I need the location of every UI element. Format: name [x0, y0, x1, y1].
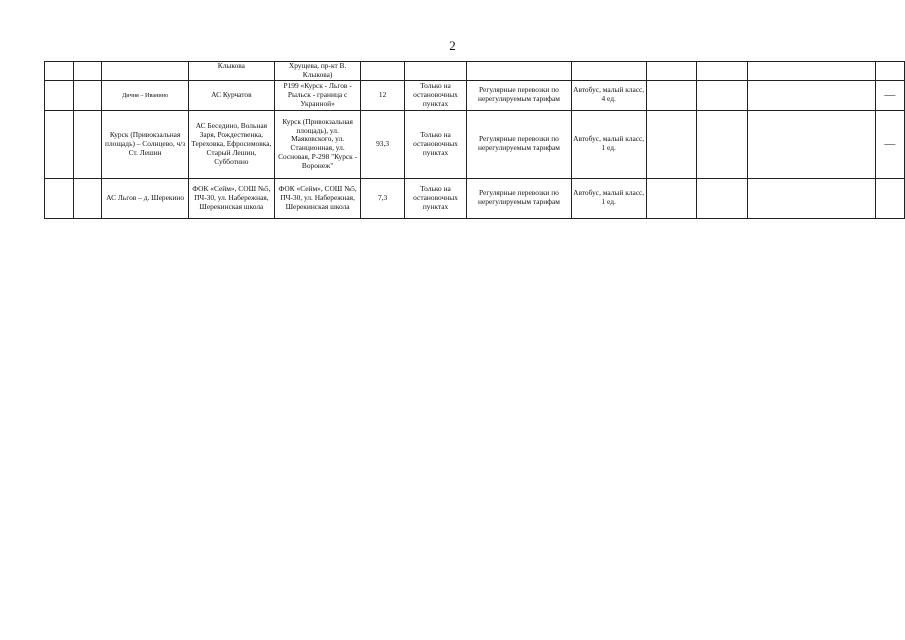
- extra-cell: [747, 80, 875, 110]
- route-name-cell: Дичня – Иванино: [102, 80, 188, 110]
- notes-cell: —: [875, 110, 904, 178]
- notes-cell: [875, 62, 904, 81]
- transport-type-cell: Регулярные перевозки по нерегулируемым тарифам: [467, 80, 572, 110]
- page-number: 2: [449, 38, 456, 53]
- route-reg-number-cell: [45, 62, 74, 81]
- route-length-cell: 93,3: [361, 110, 405, 178]
- extra-cell: [747, 178, 875, 218]
- extra-cell: [747, 110, 875, 178]
- intermediate-stops-cell: Клыкова: [188, 62, 274, 81]
- boarding-procedure-cell: Только на остановочных пунктах: [404, 80, 466, 110]
- extra-cell: [646, 62, 697, 81]
- table-row: [45, 178, 905, 218]
- extra-cell: [646, 178, 697, 218]
- table-row: [45, 62, 905, 81]
- route-name-cell: [102, 62, 188, 81]
- notes-cell: —: [875, 80, 904, 110]
- vehicle-class-cell: Автобус, малый класс, 1 ед.: [571, 178, 646, 218]
- route-reg-number-cell: [45, 178, 74, 218]
- table-row: [45, 80, 905, 110]
- extra-cell: [697, 178, 748, 218]
- route-name-cell: Курск (Привокзальная площадь) – Солнцево, ч/з Ст. Лешин: [102, 110, 188, 178]
- extra-cell: [697, 110, 748, 178]
- transport-type-cell: Регулярные перевозки по нерегулируемым тарифам: [467, 110, 572, 178]
- route-length-cell: 12: [361, 80, 405, 110]
- route-reg-number-cell: [45, 110, 74, 178]
- extra-cell: [697, 80, 748, 110]
- route-serial-number-cell: [73, 62, 102, 81]
- streets-roads-cell: Курск (Привокзальная площадь), ул. Маяковского, ул. Станционная, ул. Сосновая, Р-298 "Курск - Воронеж": [274, 110, 360, 178]
- streets-roads-cell: Р199 «Курск - Льгов - Рыльск - граница с Украиной»: [274, 80, 360, 110]
- streets-roads-cell: Хрущева, пр-кт В. Клыкова): [274, 62, 360, 81]
- route-length-cell: 7,3: [361, 178, 405, 218]
- intermediate-stops-cell: АС Курчатов: [188, 80, 274, 110]
- streets-roads-cell: ФОК «Сейм», СОШ №5, ПЧ-30, ул. Набережная, Шерекинская школа: [274, 178, 360, 218]
- transport-type-cell: [467, 62, 572, 81]
- table-row: [45, 110, 905, 178]
- vehicle-class-cell: Автобус, малый класс, 1 ед.: [571, 110, 646, 178]
- extra-cell: [697, 62, 748, 81]
- route-serial-number-cell: [73, 178, 102, 218]
- boarding-procedure-cell: [404, 62, 466, 81]
- route-serial-number-cell: [73, 80, 102, 110]
- extra-cell: [646, 110, 697, 178]
- boarding-procedure-cell: Только на остановочных пунктах: [404, 178, 466, 218]
- boarding-procedure-cell: Только на остановочных пунктах: [404, 110, 466, 178]
- transport-type-cell: Регулярные перевозки по нерегулируемым тарифам: [467, 178, 572, 218]
- vehicle-class-cell: Автобус, малый класс, 4 ед.: [571, 80, 646, 110]
- intermediate-stops-cell: АС Беседино, Вольная Заря, Рождественка, Тереховка, Ефросимовка, Старый Лешин, Субботино: [188, 110, 274, 178]
- extra-cell: [646, 80, 697, 110]
- routes-table: [44, 61, 905, 219]
- vehicle-class-cell: [571, 62, 646, 81]
- route-name-cell: АС Льгов – д. Шерекино: [102, 178, 188, 218]
- route-length-cell: [361, 62, 405, 81]
- route-reg-number-cell: [45, 80, 74, 110]
- notes-cell: [875, 178, 904, 218]
- extra-cell: [747, 62, 875, 81]
- route-serial-number-cell: [73, 110, 102, 178]
- intermediate-stops-cell: ФОК «Сейм», СОШ №5, ПЧ-30, ул. Набережная, Шерекинская школа: [188, 178, 274, 218]
